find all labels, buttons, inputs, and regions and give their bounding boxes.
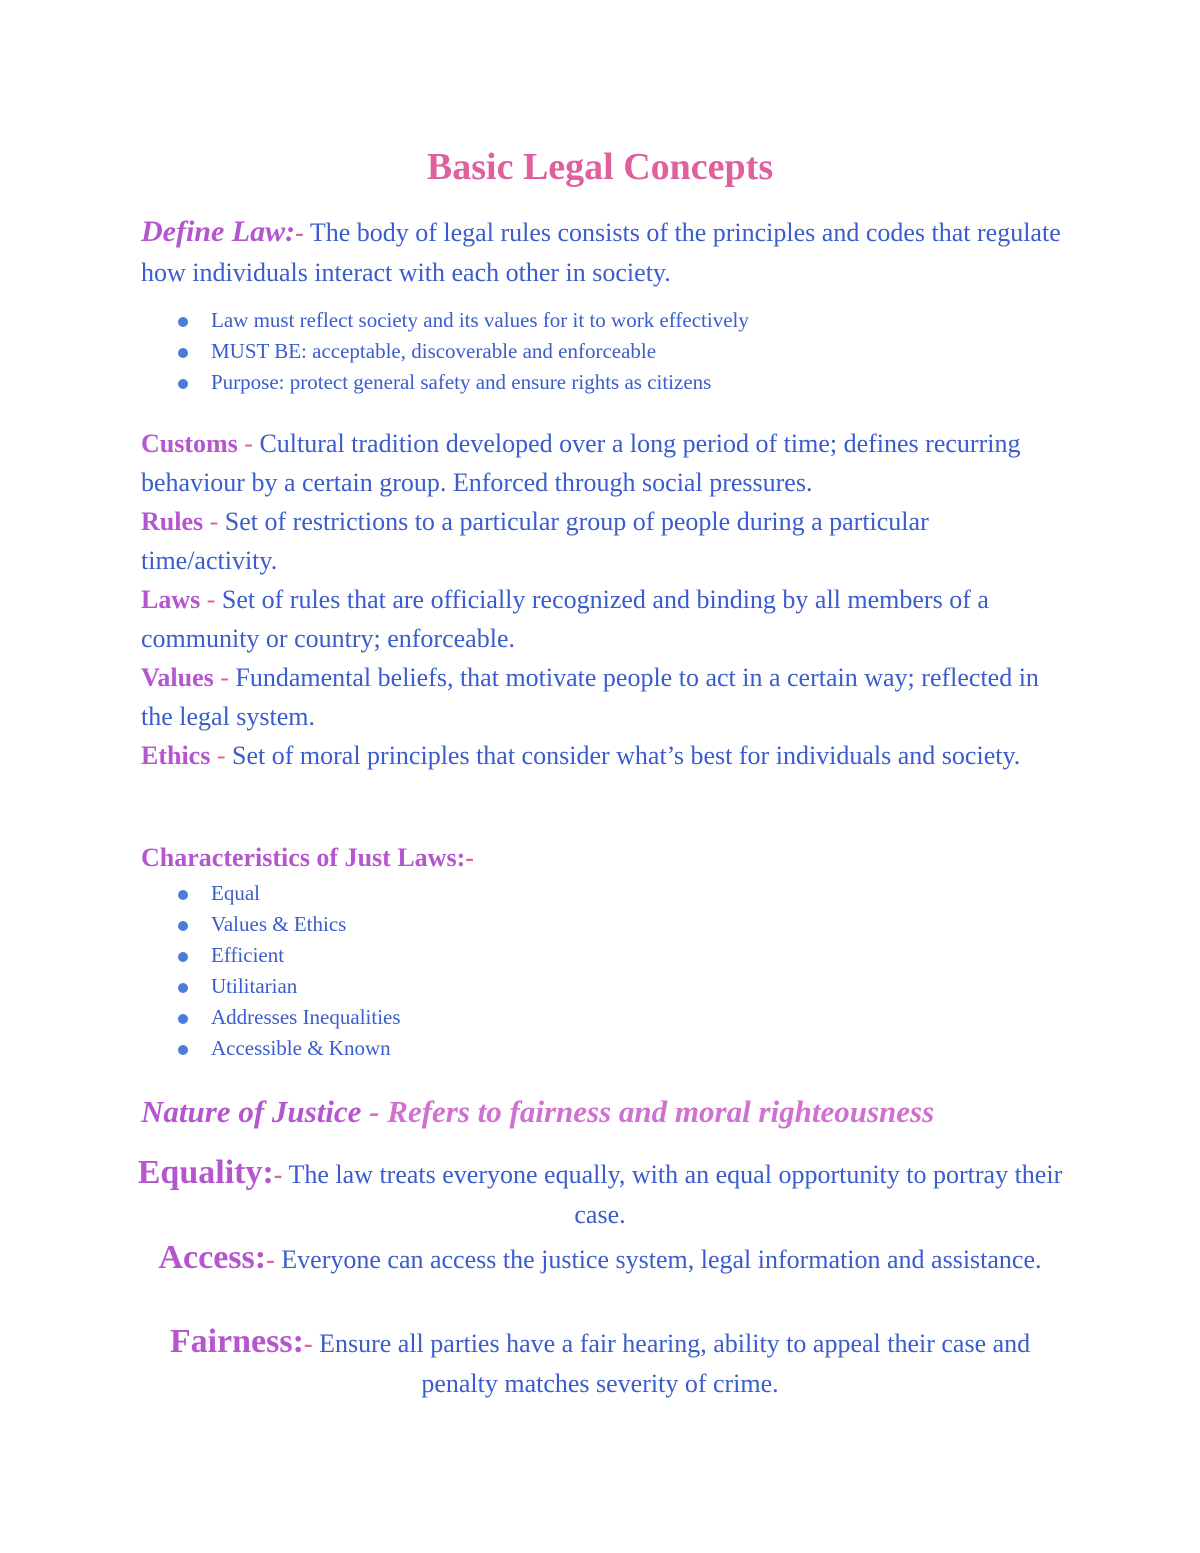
bullet-icon [178,983,188,993]
bullet-icon [178,379,188,389]
list-item: MUST BE: acceptable, discoverable and enforceable [178,336,749,367]
justice-equality: Equality:- The law treats everyone equally, with an equal opportunity to portray their case. [137,1154,1063,1229]
list-item: Law must reflect society and its values for it to work effectively [178,305,749,336]
definition-laws: Laws - Set of rules that are officially recognized and binding by all members of a community or country; enforceable. [141,585,989,653]
list-item: Addresses Inequalities [178,1002,401,1033]
definition-values: Values - Fundamental beliefs, that motivate people to act in a certain way; reflected in the legal system. [141,663,1039,731]
list-item: Accessible & Known [178,1033,401,1064]
bullet-icon [178,921,188,931]
bullet-icon [178,1045,188,1055]
bullet-icon [178,317,188,327]
definition-customs: Customs - Cultural tradition developed over a long period of time; defines recurring behaviour by a certain group. Enforced through social pressures. [141,429,1021,497]
define-law-paragraph [141,212,1061,293]
characteristics-list [178,878,401,1064]
bullet-icon [178,952,188,962]
define-law-term: Define Law: [141,215,296,248]
bullet-icon [178,348,188,358]
page-title: Basic Legal Concepts [426,146,774,188]
definition-rules: Rules - Set of restrictions to a particular group of people during a particular time/activity. [141,507,929,575]
law-bullet-list [178,305,749,398]
characteristics-heading: Characteristics of Just Laws:- [141,843,474,872]
list-item: Equal [178,878,401,909]
bullet-icon [178,1014,188,1024]
define-law-text: The body of legal rules consists of the principles and codes that regulate how individuals interact with each other in society. [141,218,1061,287]
definition-ethics: Ethics - Set of moral principles that consider what’s best for individuals and society. [141,741,1021,770]
list-item: Purpose: protect general safety and ensure rights as citizens [178,367,749,398]
list-item: Values & Ethics [178,909,401,940]
list-item: Utilitarian [178,971,401,1002]
list-item: Efficient [178,940,401,971]
bullet-icon [178,890,188,900]
define-law-sep: - [295,218,304,247]
justice-heading: Nature of Justice - Refers to fairness and moral righteousness [141,1094,935,1129]
justice-access: Access:- Everyone can access the justice system, legal information and assistance. [158,1239,1042,1276]
justice-fairness: Fairness:- Ensure all parties have a fair hearing, ability to appeal their case and penalty matches severity of crime. [169,1323,1031,1398]
definitions-section [141,424,1071,775]
